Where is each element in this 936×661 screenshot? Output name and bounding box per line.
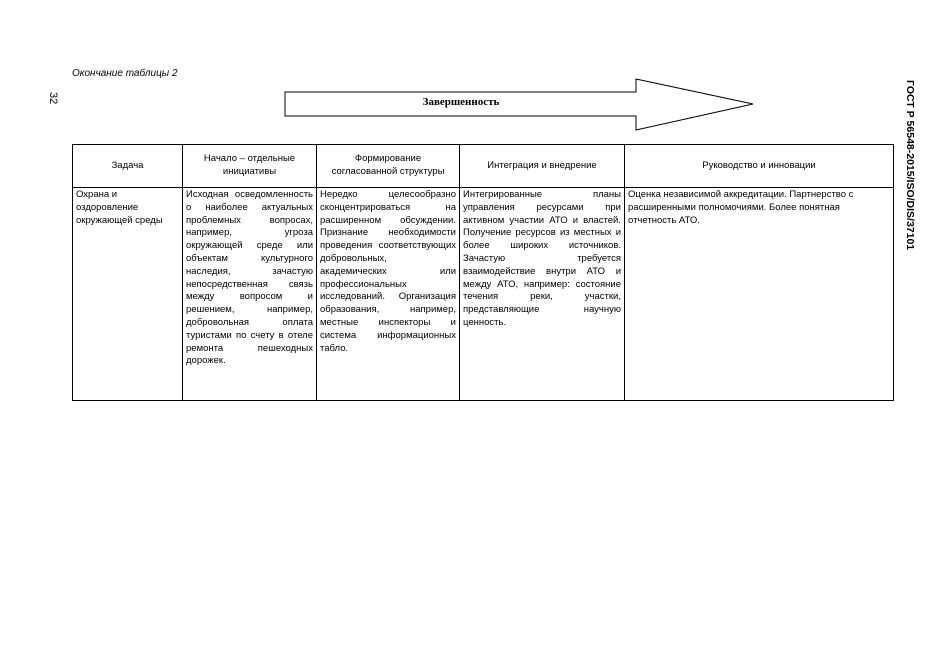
- header-start: Начало – отдельные инициативы: [183, 145, 317, 188]
- document-code: ГОСТ Р 56548-2015/ISO/DIS/37101: [904, 80, 916, 251]
- table-row: [73, 188, 894, 401]
- header-task: Задача: [73, 145, 183, 188]
- table-caption: Окончание таблицы 2: [72, 68, 178, 79]
- table-header-row: [73, 145, 894, 188]
- cell-leadership: Оценка независимой аккредитации. Партнерство с расширенными полномочиями. Более понятная отчетность АТО.: [625, 188, 894, 401]
- header-leadership: Руководство и инновации: [625, 145, 894, 188]
- cell-formation: Нередко целесообразно сконцентрироваться на расширенном обсуждении. Признание необходимости проведения соответствующих добровольных, академических или профессиональных исследований. Организация образования, например, местные инспекторы и система информационных табло.: [317, 188, 460, 401]
- maturity-arrow-label: Завершенность: [422, 96, 500, 108]
- cell-task: Охрана и оздоровление окружающей среды: [73, 188, 183, 401]
- maturity-table: [72, 144, 894, 401]
- page-number: 32: [47, 92, 59, 105]
- cell-start: Исходная осведомленность о наиболее актуальных проблемных вопросах, например, угроза окружающей среде или объектам культурного наследия, зачастую непосредственная связь между вопросом и решением, например, добровольная оплата туристами по счету в отеле ремонта пешеходных дорожек.: [183, 188, 317, 401]
- header-formation: Формирование согласованной структуры: [317, 145, 460, 188]
- cell-integration: Интегрированные планы управления ресурсами при активном участии АТО и властей. Получение ресурсов из местных и более широких источников. Зачастую требуется взаимодействие внутри АТО и между АТО, например: состояние течения реки, участки, представляющие научную ценность.: [460, 188, 625, 401]
- page-number-wrap: [46, 92, 60, 112]
- header-integration: Интеграция и внедрение: [460, 145, 625, 188]
